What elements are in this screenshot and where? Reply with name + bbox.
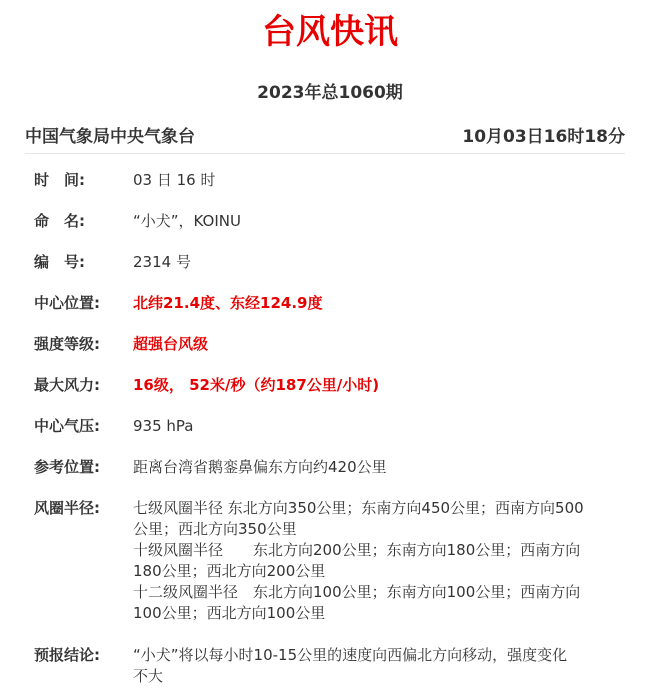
field-value: “小犬”，KOINU bbox=[133, 212, 241, 230]
field-label: 中心气压: bbox=[34, 417, 100, 435]
field-value-highlight: 16级， 52米/秒（约187公里/小时) bbox=[133, 376, 380, 394]
field-label: 参考位置: bbox=[34, 458, 100, 476]
field-label: 时 间: bbox=[34, 171, 85, 189]
field-label: 中心位置: bbox=[34, 294, 100, 312]
field-value-highlight: 北纬21.4度、东经124.9度 bbox=[133, 294, 323, 312]
header-divider bbox=[25, 153, 625, 154]
field-label: 预报结论: bbox=[34, 646, 100, 664]
value-line: 七级风圈半径 东北方向350公里；东南方向450公里；西南方向500 bbox=[133, 499, 584, 517]
field-value bbox=[133, 645, 613, 687]
value-line: 十二级风圈半径 东北方向100公里；东南方向100公里；西南方向 bbox=[133, 583, 581, 601]
value-line: 不大 bbox=[133, 667, 164, 685]
field-label: 命 名: bbox=[34, 212, 85, 230]
issuing-agency: 中国气象局中央气象台 bbox=[25, 127, 195, 147]
bulletin-header bbox=[25, 123, 625, 153]
value-line: “小犬”将以每小时10-15公里的速度向西偏北方向移动，强度变化 bbox=[133, 646, 568, 664]
field-value: 2314 号 bbox=[133, 253, 191, 271]
field-label: 编 号: bbox=[34, 253, 85, 271]
field-value-highlight: 超强台风级 bbox=[133, 335, 209, 353]
field-label: 最大风力: bbox=[34, 376, 100, 394]
publish-time: 10月03日16时18分 bbox=[462, 127, 625, 147]
field-value bbox=[133, 498, 613, 624]
value-line: 十级风圈半径 东北方向200公里；东南方向180公里；西南方向 bbox=[133, 541, 581, 559]
value-line: 100公里；西北方向100公里 bbox=[133, 604, 326, 622]
field-label: 强度等级: bbox=[34, 335, 100, 353]
field-label: 风圈半径: bbox=[34, 499, 100, 517]
issue-number: 2023年总1060期 bbox=[257, 83, 403, 103]
value-line: 公里；西北方向350公里 bbox=[133, 520, 297, 538]
field-value: 距离台湾省鹅銮鼻偏东方向约420公里 bbox=[133, 458, 387, 476]
value-line: 180公里；西北方向200公里 bbox=[133, 562, 326, 580]
field-value: 935 hPa bbox=[133, 417, 194, 435]
page-title: 台风快讯 bbox=[262, 12, 398, 52]
field-value: 03 日 16 时 bbox=[133, 171, 216, 189]
